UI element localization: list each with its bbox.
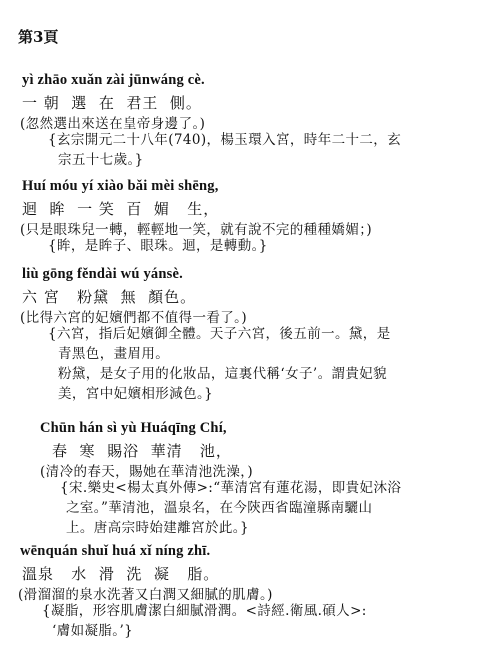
annotation-note <box>60 478 401 538</box>
note-line: 宗五十七歲。} <box>58 152 144 168</box>
chinese-verse-line: 迴 眸 一 笑 百 媚 生， <box>22 200 220 218</box>
annotation-note <box>48 324 391 404</box>
note-line: 之室。”華清池，溫泉名，在今陝西省臨潼縣南驪山 <box>66 500 373 516</box>
note-line: {凝脂，形容肌膚潔白細膩滑潤。<詩經.衛風.碩人>: <box>42 603 367 619</box>
gloss-line: (滑溜溜的泉水洗著又白潤又細膩的肌膚。) <box>18 587 273 603</box>
pinyin-line: Huí móu yí xiào bǎi mèi shēng, <box>22 178 219 194</box>
pinyin-line: wēnquán shuǐ huá xǐ níng zhī. <box>20 543 211 559</box>
note-line: {六宮，指后妃嬪御全體。天子六宮，後五前一。黛，是 <box>48 326 391 342</box>
pinyin-line: Chūn hán sì yù Huáqīng Chí, <box>40 420 227 436</box>
note-line: 粉黛，是女子用的化妝品，這裏代稱‘女子’。謂貴妃貌 <box>58 366 388 382</box>
gloss-line: (只是眼珠兒一轉，輕輕地一笑，就有說不完的種種嬌媚；) <box>20 222 373 238</box>
page-number: 第3頁 <box>18 28 59 46</box>
pinyin-line: liù gōng fěndài wú yánsè. <box>22 266 183 282</box>
chinese-verse-line: 一 朝 選 在 君王 側。 <box>22 94 202 112</box>
gloss-line: (清冷的春天，賜她在華清池洗澡，) <box>40 464 254 480</box>
note-line: ‘膚如凝脂。’} <box>52 623 134 639</box>
note-line: {眸，是眸子、眼珠。迴，是轉動。} <box>48 238 268 254</box>
note-line: {宋.樂史<楊太真外傳>:“華清宮有蓮花湯，即貴妃沐浴 <box>60 480 402 496</box>
annotation-note <box>48 130 401 170</box>
chinese-verse-line: 春 寒 賜浴 華清 池， <box>52 442 232 460</box>
annotation-note <box>48 236 268 256</box>
gloss-line: (比得六宮的妃嬪們都不值得一看了。) <box>20 310 247 326</box>
note-line: 美，宮中妃嬪相形減色。} <box>58 386 214 402</box>
gloss-line: (忽然選出來送在皇帝身邊了。) <box>20 116 206 132</box>
annotation-note <box>42 601 367 641</box>
chinese-verse-line: 溫泉 水 滑 洗 凝 脂。 <box>22 565 220 583</box>
note-line: 青黑色，畫眉用。 <box>58 346 170 362</box>
note-line: 上。唐高宗時始建離宮於此。} <box>66 520 249 536</box>
chinese-verse-line: 六 宮 粉黛 無 顏色。 <box>22 288 197 306</box>
pinyin-line: yì zhāo xuǎn zài jūnwáng cè. <box>22 72 205 88</box>
note-line: {玄宗開元二十八年(740)，楊玉環入宮，時年二十二，玄 <box>48 132 402 148</box>
